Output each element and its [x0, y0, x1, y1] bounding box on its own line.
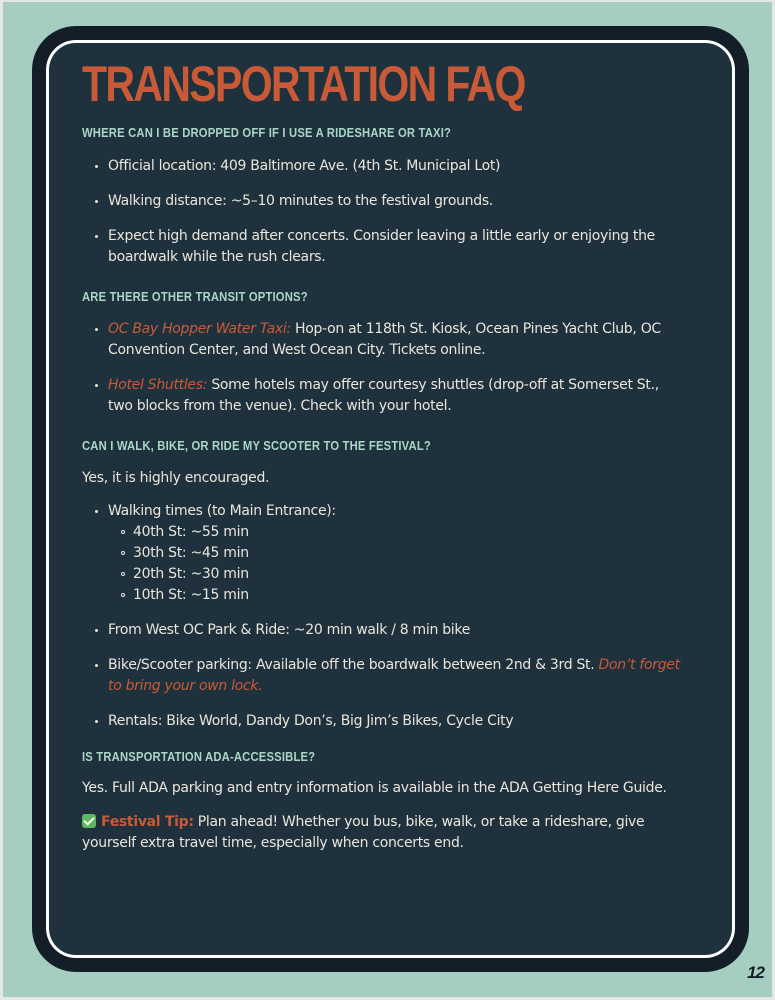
check-mark-icon	[82, 814, 96, 828]
walking-time-item: 40th St: ~55 min	[133, 522, 712, 543]
ada-answer: Yes. Full ADA parking and entry information is available in the ADA Getting Here Guide.	[82, 780, 667, 796]
festival-tip	[82, 812, 712, 854]
hotel-shuttles-text: Some hotels may offer courtesy shuttles (drop-off at Somerset St., two blocks from the venue). Check with your hotel.	[108, 377, 659, 414]
content-panel	[49, 43, 732, 955]
list-item	[108, 375, 712, 417]
list-item: Rentals: Bike World, Dandy Don’s, Big Jim’s Bikes, Cycle City	[108, 711, 712, 732]
faq-section-rideshare	[82, 126, 712, 140]
tip-text: Plan ahead! Whether you bus, bike, walk, or take a rideshare, give yourself extra travel time, especially when concerts end.	[82, 814, 645, 851]
page	[3, 2, 772, 997]
list-item	[108, 501, 712, 606]
rideshare-answers	[82, 156, 712, 268]
list-item: Official location: 409 Baltimore Ave. (4th St. Municipal Lot)	[108, 156, 712, 177]
page-number: 12	[747, 963, 764, 982]
outer-frame	[32, 26, 749, 972]
list-item	[108, 319, 712, 361]
walking-time-item: 30th St: ~45 min	[133, 543, 712, 564]
faq-section-walk-bike	[82, 439, 712, 453]
walking-time-item: 10th St: ~15 min	[133, 585, 712, 606]
walk-bike-answers	[82, 501, 712, 732]
water-taxi-label: OC Bay Hopper Water Taxi:	[108, 321, 291, 337]
list-item	[108, 655, 712, 697]
inner-frame-border	[46, 40, 735, 958]
question-heading: WHERE CAN I BE DROPPED OFF IF I USE A RIDESHARE OR TAXI?	[82, 126, 452, 140]
tip-label: Festival Tip:	[101, 814, 194, 830]
question-heading: ARE THERE OTHER TRANSIT OPTIONS?	[82, 290, 308, 304]
walking-times-label: Walking times (to Main Entrance):	[108, 503, 336, 519]
bike-parking-text: Bike/Scooter parking: Available off the boardwalk between 2nd & 3rd St.	[108, 657, 599, 673]
list-item: Expect high demand after concerts. Consider leaving a little early or enjoying the boardwalk while the rush clears.	[108, 226, 712, 268]
faq-section-transit	[82, 290, 712, 304]
bike-lock-note: Don’t forget to bring your own lock.	[108, 657, 680, 694]
faq-section-ada	[82, 750, 712, 764]
question-heading: CAN I WALK, BIKE, OR RIDE MY SCOOTER TO THE FESTIVAL?	[82, 439, 431, 453]
walking-times-list	[108, 522, 712, 606]
question-heading: IS TRANSPORTATION ADA-ACCESSIBLE?	[82, 750, 316, 764]
list-item: Walking distance: ~5–10 minutes to the festival grounds.	[108, 191, 712, 212]
transit-answers	[82, 319, 712, 417]
walk-bike-intro: Yes, it is highly encouraged.	[82, 470, 270, 486]
hotel-shuttles-label: Hotel Shuttles:	[108, 377, 208, 393]
walking-time-item: 20th St: ~30 min	[133, 564, 712, 585]
list-item: From West OC Park & Ride: ~20 min walk / 8 min bike	[108, 620, 712, 641]
page-title: TRANSPORTATION FAQ	[82, 56, 525, 112]
water-taxi-text: Hop-on at 118th St. Kiosk, Ocean Pines Yacht Club, OC Convention Center, and West Ocean City. Tickets online.	[108, 321, 661, 358]
